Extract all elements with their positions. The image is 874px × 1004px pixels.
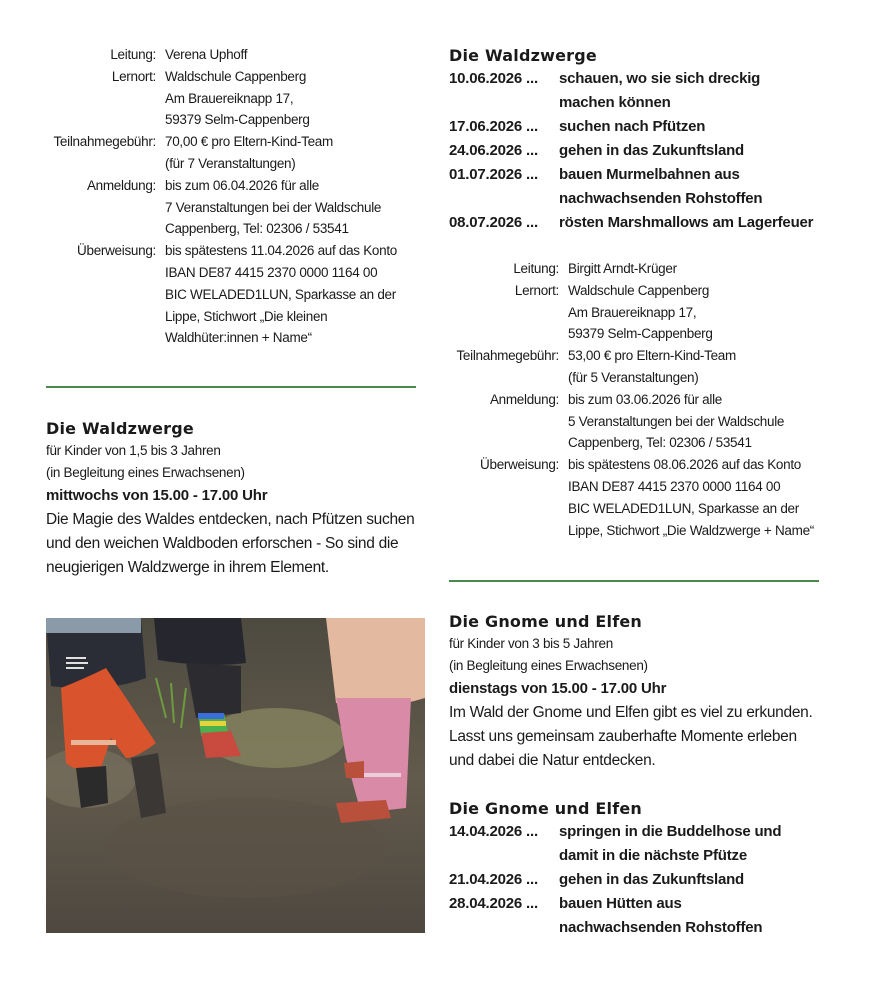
schedule-date: 21.04.2026 ... [449, 871, 538, 888]
schedule-list [449, 67, 849, 235]
schedule-date: 14.04.2026 ... [449, 823, 538, 840]
schedule-entry [449, 115, 849, 139]
info-value: Cappenberg, Tel: 02306 / 53541 [568, 435, 752, 451]
section-divider [46, 386, 416, 388]
schedule-entry [449, 868, 849, 892]
info-value: bis spätestens 08.06.2026 auf das Konto [568, 457, 801, 473]
section-title: Die Gnome und Elfen [449, 612, 643, 631]
schedule-activity: bauen Hütten aus [559, 895, 682, 912]
info-label: Überweisung: [480, 457, 559, 473]
info-row-leitung [449, 258, 814, 280]
schedule-entry [449, 892, 849, 940]
info-label: Leitung: [513, 261, 559, 276]
schedule-date: 24.06.2026 ... [449, 142, 538, 159]
waldzwerge-schedule [449, 45, 849, 235]
info-value: BIC WELADED1LUN, Sparkasse an der [568, 500, 799, 516]
info-value: 59379 Selm-Cappenberg [568, 326, 713, 342]
section-title: Die Waldzwerge [46, 419, 194, 438]
schedule-date: 01.07.2026 ... [449, 166, 538, 183]
schedule-list [449, 820, 849, 940]
info-row-anmeldung [46, 175, 397, 240]
description [449, 701, 849, 773]
info-row-leitung [46, 44, 397, 66]
info-value: 59379 Selm-Cappenberg [165, 112, 310, 128]
left-info-block [46, 44, 397, 349]
info-value: Waldschule Cappenberg [568, 282, 710, 298]
accompany-note: (in Begleitung eines Erwachsenen) [449, 658, 648, 673]
info-value: 7 Veranstaltungen bei der Waldschule [165, 199, 382, 215]
info-label: Lernort: [111, 68, 156, 84]
info-row-anmeldung [449, 389, 814, 454]
info-value: Verena Uphoff [165, 47, 248, 62]
description-line: Im Wald der Gnome und Elfen gibt es viel zu erkunden. [449, 704, 813, 721]
info-value: 5 Veranstaltungen bei der Waldschule [568, 413, 785, 429]
info-value: 70,00 € pro Eltern-Kind-Team [165, 134, 333, 150]
schedule-activity: schauen, wo sie sich dreckig [559, 70, 761, 87]
info-value: Am Brauereiknapp 17, [165, 90, 294, 106]
time-slot: mittwochs von 15.00 - 17.00 Uhr [46, 487, 268, 504]
info-value: Waldhüter:innen + Name“ [165, 330, 312, 346]
schedule-date: 17.06.2026 ... [449, 118, 538, 135]
age-range: für Kinder von 1,5 bis 3 Jahren [46, 443, 221, 458]
info-label: Anmeldung: [86, 177, 156, 193]
info-row-gebuehr [46, 131, 397, 175]
schedule-activity: gehen in das Zukunftsland [559, 142, 745, 159]
schedule-title: Die Gnome und Elfen [449, 799, 643, 818]
schedule-activity: damit in die nächste Pfütze [559, 847, 747, 864]
info-value: Birgitt Arndt-Krüger [568, 261, 677, 276]
info-value: IBAN DE87 4415 2370 0000 1164 00 [165, 264, 378, 280]
info-row-ueberweisung [46, 240, 397, 349]
info-label: Teilnahmegebühr: [456, 348, 559, 364]
description-line: neugierigen Waldzwerge in ihrem Element. [46, 559, 329, 576]
gnome-intro [449, 611, 849, 773]
info-value: Am Brauereiknapp 17, [568, 304, 697, 320]
children-mud-photo [46, 618, 425, 933]
time-slot: dienstags von 15.00 - 17.00 Uhr [449, 680, 667, 697]
description-line: und den weichen Waldboden erforschen - So sind die [46, 535, 399, 552]
right-info-block [449, 258, 814, 541]
info-row-gebuehr [449, 345, 814, 389]
age-range: für Kinder von 3 bis 5 Jahren [449, 636, 613, 651]
info-value: Waldschule Cappenberg [165, 68, 307, 84]
info-value: Cappenberg, Tel: 02306 / 53541 [165, 221, 349, 237]
schedule-date: 08.07.2026 ... [449, 214, 538, 231]
schedule-activity: machen können [559, 94, 671, 111]
info-value: bis spätestens 11.04.2026 auf das Konto [165, 243, 397, 259]
info-label: Teilnahmegebühr: [53, 134, 156, 150]
description-line: Die Magie des Waldes entdecken, nach Pfützen suchen [46, 511, 415, 528]
schedule-date: 10.06.2026 ... [449, 70, 538, 87]
description-line: und dabei die Natur entdecken. [449, 752, 656, 769]
info-value: BIC WELADED1LUN, Sparkasse an der [165, 286, 396, 302]
info-label: Lernort: [514, 282, 559, 298]
section-divider [449, 580, 819, 582]
schedule-activity: bauen Murmelbahnen aus [559, 166, 740, 183]
schedule-activity: gehen in das Zukunftsland [559, 871, 745, 888]
accompany-note: (in Begleitung eines Erwachsenen) [46, 465, 245, 480]
schedule-entry [449, 211, 849, 235]
schedule-entry [449, 820, 849, 868]
info-row-lernort [46, 66, 397, 131]
info-label: Überweisung: [77, 243, 156, 259]
schedule-activity: nachwachsenden Rohstoffen [559, 190, 763, 207]
waldzwerge-intro [46, 418, 436, 580]
schedule-activity: nachwachsenden Rohstoffen [559, 919, 763, 936]
schedule-entry [449, 67, 849, 115]
info-value: bis zum 03.06.2026 für alle [568, 391, 722, 407]
info-value: (für 5 Veranstaltungen) [568, 369, 699, 385]
schedule-entry [449, 139, 849, 163]
info-value: bis zum 06.04.2026 für alle [165, 177, 319, 193]
description [46, 508, 436, 580]
schedule-date: 28.04.2026 ... [449, 895, 538, 912]
info-label: Leitung: [110, 47, 156, 62]
info-row-ueberweisung [449, 454, 814, 541]
photo-illustration [46, 618, 425, 933]
schedule-activity: springen in die Buddelhose und [559, 823, 782, 840]
info-row-lernort [449, 280, 814, 345]
schedule-entry [449, 163, 849, 211]
info-value: Lippe, Stichwort „Die Waldzwerge + Name“ [568, 522, 814, 538]
info-value: Lippe, Stichwort „Die kleinen [165, 308, 328, 324]
info-value: (für 7 Veranstaltungen) [165, 155, 296, 171]
gnome-schedule [449, 798, 849, 940]
schedule-title: Die Waldzwerge [449, 46, 597, 65]
info-value: 53,00 € pro Eltern-Kind-Team [568, 348, 736, 364]
schedule-activity: suchen nach Pfützen [559, 118, 706, 135]
schedule-activity: rösten Marshmallows am Lagerfeuer [559, 214, 814, 231]
info-label: Anmeldung: [489, 391, 559, 407]
description-line: Lasst uns gemeinsam zauberhafte Momente erleben [449, 728, 797, 745]
info-value: IBAN DE87 4415 2370 0000 1164 00 [568, 478, 781, 494]
